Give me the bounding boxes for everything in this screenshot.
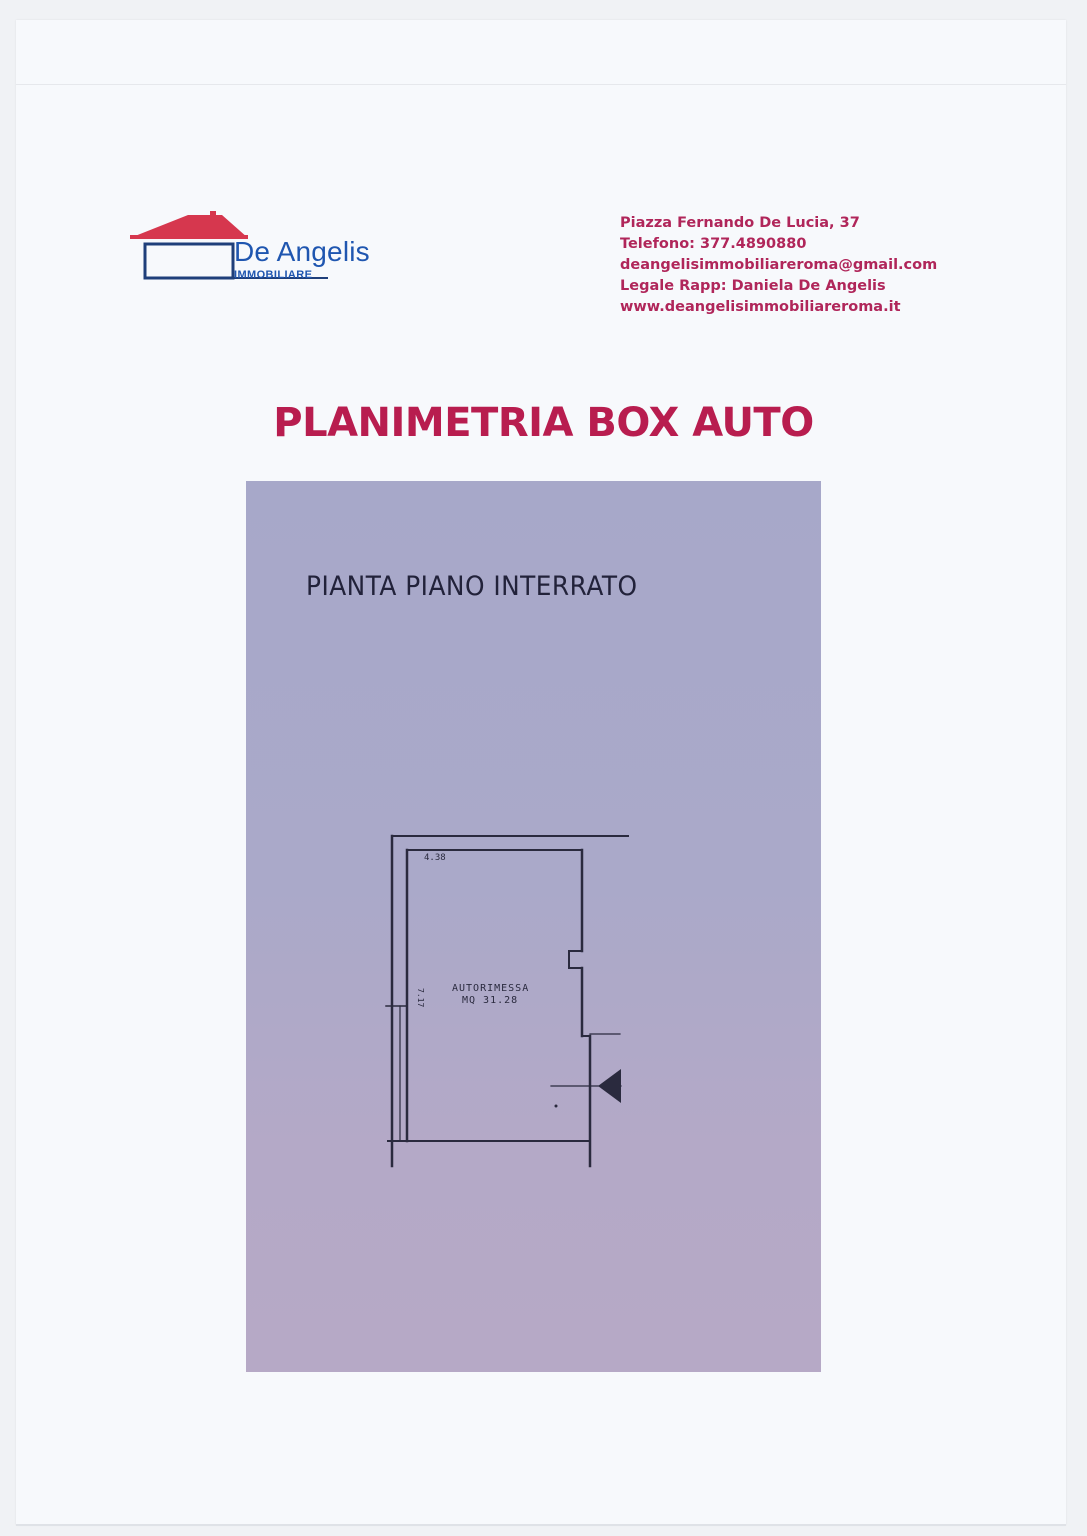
floorplan-heading: PIANTA PIANO INTERRATO [306, 571, 638, 602]
contact-block [620, 213, 937, 318]
contact-legal-rep: Legale Rapp: Daniela De Angelis [620, 278, 886, 294]
contact-phone: Telefono: 377.4890880 [620, 236, 807, 252]
logo-subtitle: IMMOBILIARE [234, 269, 313, 281]
contact-website[interactable]: www.deangelisimmobiliareroma.it [620, 299, 901, 315]
width-dimension: 4.38 [424, 853, 446, 863]
depth-dimension: 7.17 [416, 988, 425, 1008]
company-logo [128, 210, 398, 290]
room-area: MQ 31.28 [462, 995, 519, 1006]
room-name: AUTORIMESSA [452, 983, 530, 994]
document-title: PLANIMETRIA BOX AUTO [273, 400, 814, 446]
contact-email[interactable]: deangelisimmobiliareroma@gmail.com [620, 257, 938, 273]
footer-divider [16, 1524, 1066, 1526]
logo-name: De Angelis [234, 236, 370, 267]
header-divider [16, 84, 1066, 85]
floorplan-drawing [246, 481, 821, 1372]
contact-address: Piazza Fernando De Lucia, 37 [620, 215, 860, 231]
